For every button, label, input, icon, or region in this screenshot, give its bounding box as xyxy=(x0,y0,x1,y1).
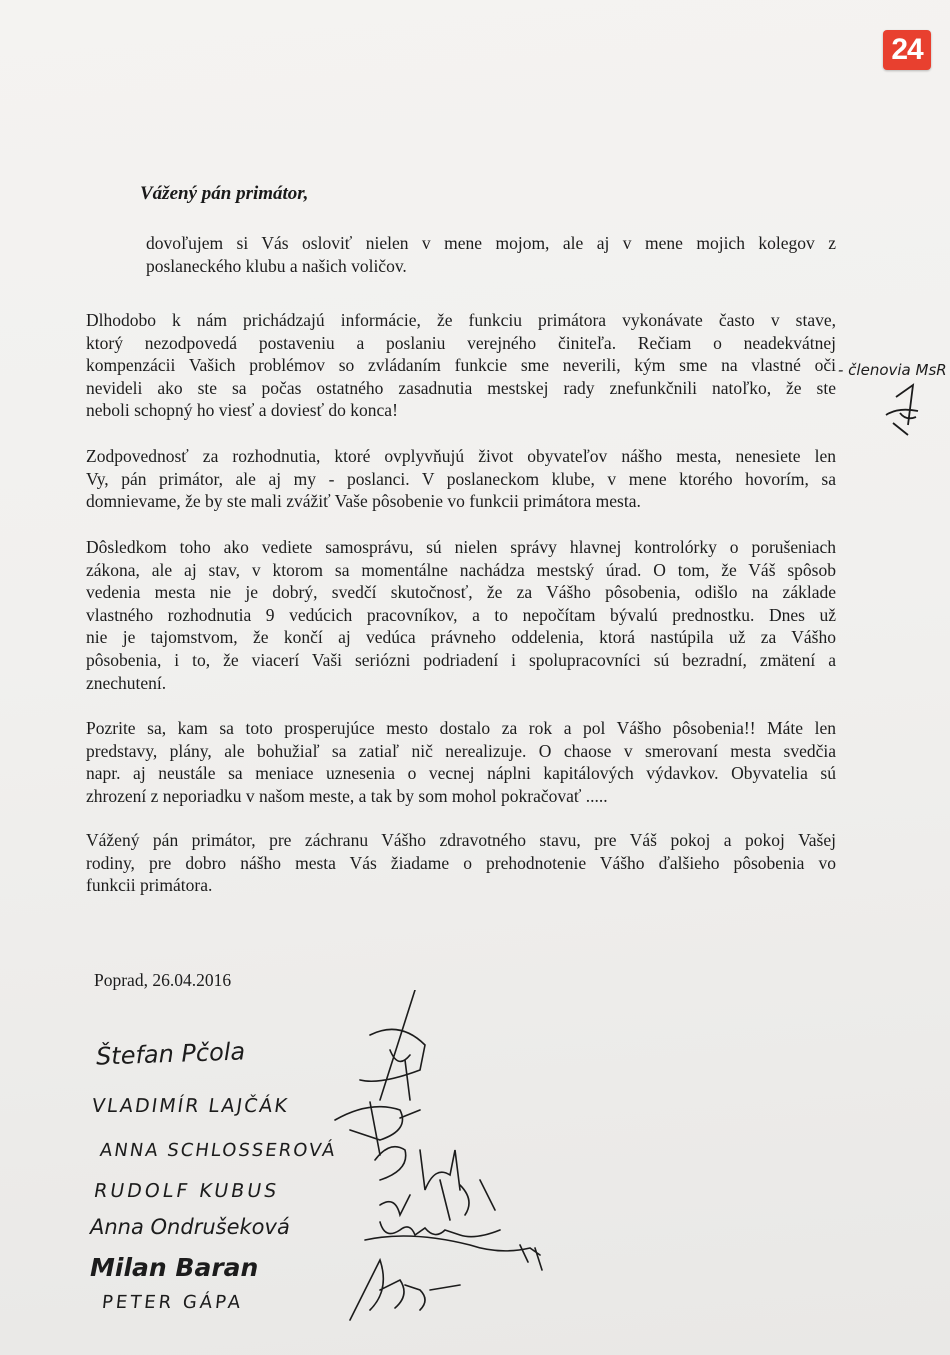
paragraph-4 xyxy=(86,536,836,694)
paragraph-5 xyxy=(86,717,836,807)
paragraph-line: vedenia mesta nie je dobrý, svedčí skutočnosť, že za Vášho pôsobenia, odišlo na základe xyxy=(86,582,836,603)
paragraph-2 xyxy=(86,309,836,422)
signatory-name: RUDOLF KUBUS xyxy=(92,1180,282,1202)
logo-24: 24 xyxy=(883,30,931,70)
paragraph-line: predstavy, plány, ale bohužiaľ sa zatiaľ nič nerealizuje. O chaose v smerovaní mesta svedčia xyxy=(86,740,836,761)
margin-signature-icon xyxy=(838,365,948,440)
signature-scribbles-icon xyxy=(80,990,640,1340)
letter-date: Poprad, 26.04.2016 xyxy=(94,970,232,990)
paragraph-line: neboli schopný ho viesť a doviesť do konca! xyxy=(86,400,398,421)
paragraph-line: napr. aj neustále sa meniace uznesenia o vecnej náplni kapitálových výdavkov. Obyvatelia sú xyxy=(86,763,836,784)
paragraph-3 xyxy=(86,445,836,513)
signatory-name: Milan Baran xyxy=(90,1253,259,1282)
signatory-name: Anna Ondrušeková xyxy=(90,1215,290,1239)
paragraph-line: pôsobenia, i to, že viacerí Vaši seriózni podriadení i spolupracovníci sú bezradní, zmätení a xyxy=(86,649,836,670)
paragraph-6 xyxy=(86,829,836,897)
paragraph-line: Vážený pán primátor, pre záchranu Vášho zdravotného stavu, pre Váš pokoj a pokoj Vašej xyxy=(86,830,836,850)
signatory-name: ANNA SCHLOSSEROVÁ xyxy=(98,1140,338,1161)
paragraph-line: nie je tajomstvom, že končí aj vedúca právneho oddelenia, ktorá nastúpila už za Vášho xyxy=(86,627,836,648)
paragraph-line: nevideli ako ste sa počas ostatného zasadnutia mestskej rady znefunkčnili natoľko, že ste xyxy=(86,377,836,398)
salutation: Vážený pán primátor, xyxy=(140,183,309,204)
signatures-block xyxy=(80,990,640,1340)
paragraph-line: dovoľujem si Vás osloviť nielen v mene mojom, ale aj v mene mojich kolegov z xyxy=(146,233,836,253)
paragraph-line: kompenzácii Vašich problémov so zvládaním funkcie sme neverili, kým sme na vlastné oči xyxy=(86,355,836,376)
paragraph-line: znechutení. xyxy=(86,672,167,693)
signatory-name: VLADIMÍR LAJČÁK xyxy=(90,1095,291,1117)
paragraph-line: Dôsledkom toho ako vediete samosprávu, sú nielen správy hlavnej kontrolórky o porušeniach xyxy=(86,537,836,557)
paragraph-line: Zodpovednosť za rozhodnutia, ktoré ovplyvňujú život obyvateľov nášho mesta, nenesiete len xyxy=(86,446,836,466)
paragraph-line: ktorý nezodpovedá postaveniu a poslaniu verejného činiteľa. Rečiam o neadekvátnej xyxy=(86,332,836,353)
paragraph-line: vlastného rozhodnutia 9 vedúcich pracovníkov, a to nepočítam bývalú prednostku. Dnes už xyxy=(86,604,836,625)
paragraph-line: poslaneckého klubu a našich voličov. xyxy=(146,255,407,276)
signatory-name: PETER GÁPA xyxy=(100,1292,245,1313)
signatory-name: Štefan Pčola xyxy=(95,1037,246,1071)
paragraph-line: domnievame, že by ste mali zvážiť Vaše pôsobenie vo funkcii primátora mesta. xyxy=(86,491,641,512)
paragraph-line: rodiny, pre dobro nášho mesta Vás žiadame o prehodnotenie Vášho ďalšieho pôsobenia vo xyxy=(86,852,836,873)
paragraph-line: zákona, ale aj stav, v ktorom sa momentálne nachádza mestský úrad. O tom, že Váš spôsob xyxy=(86,559,836,580)
paragraph-line: Vy, pán primátor, ale aj my - poslanci. V poslaneckom klube, v mene ktorého hovorím, sa xyxy=(86,468,836,489)
margin-note xyxy=(838,361,948,440)
paragraph-line: funkcii primátora. xyxy=(86,875,213,896)
paragraph-line: Dlhodobo k nám prichádzajú informácie, že funkciu primátora vykonávate často v stave, xyxy=(86,310,836,330)
paragraph-1 xyxy=(86,232,836,277)
paragraph-line: Pozrite sa, kam sa toto prosperujúce mesto dostalo za rok a pol Vášho pôsobenia!! Máte len xyxy=(86,718,836,738)
margin-note-text: - členovia MsR xyxy=(838,361,947,379)
paragraph-line: zhrození z neporiadku v našom meste, a tak by som mohol pokračovať ..... xyxy=(86,785,608,806)
